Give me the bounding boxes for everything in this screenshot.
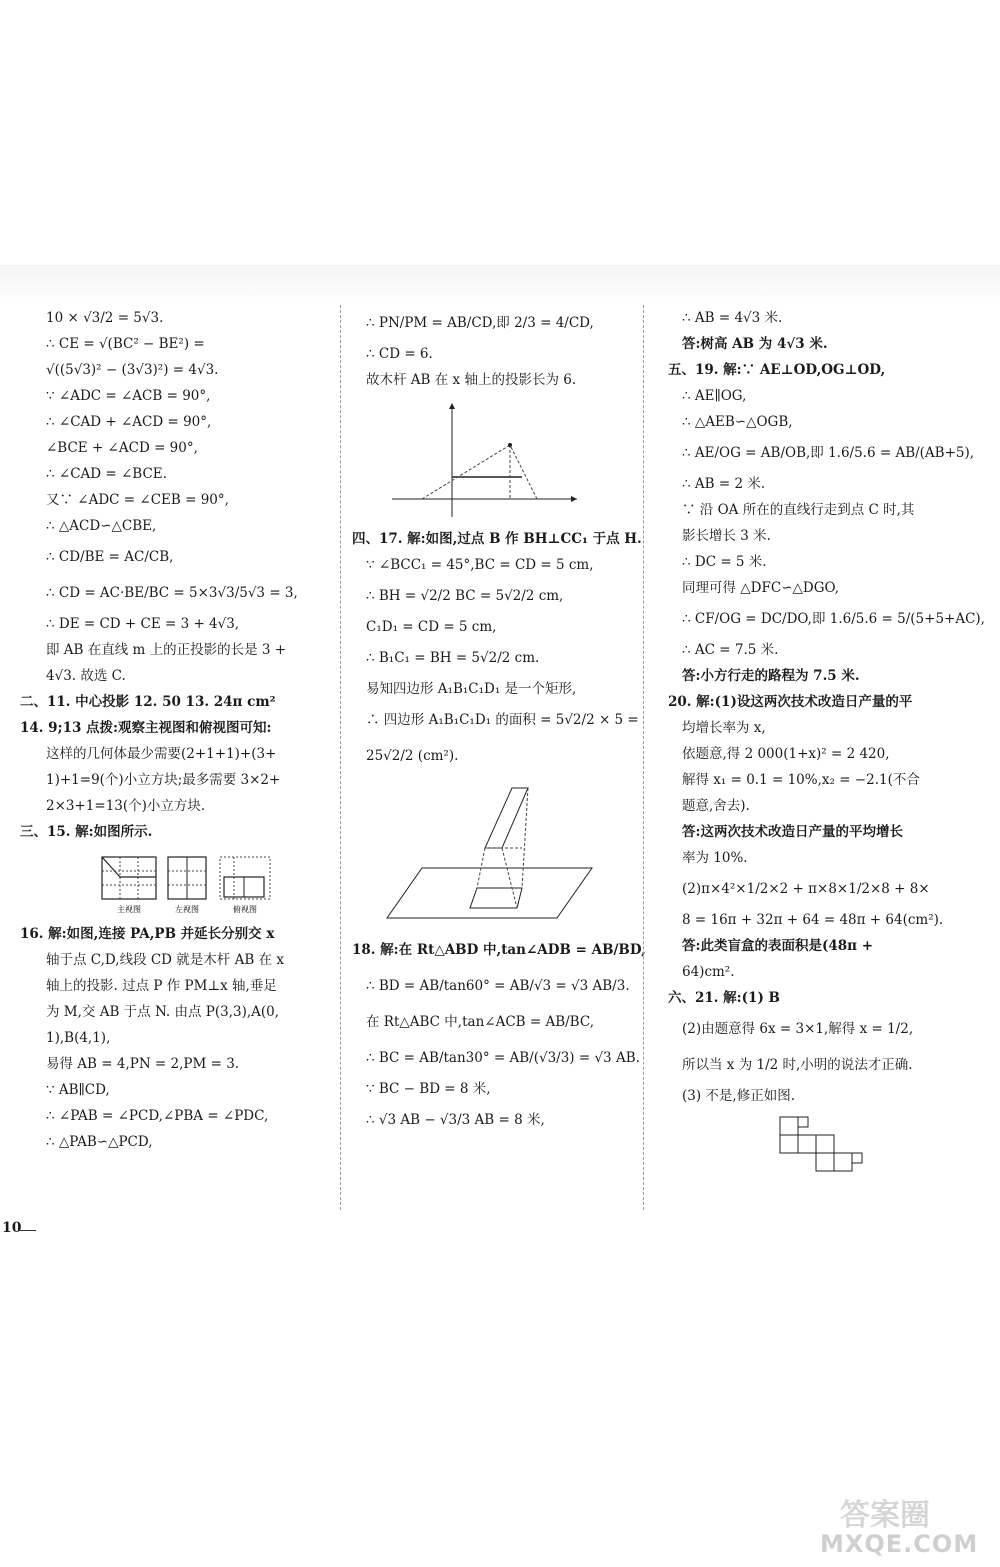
text-line: 1),B(4,1), — [46, 1030, 111, 1046]
column-divider — [643, 305, 644, 1210]
text-line: 易知四边形 A₁B₁C₁D₁ 是一个矩形, — [366, 681, 577, 697]
text-line: 五、19. 解:∵ AE⊥OD,OG⊥OD, — [668, 362, 886, 378]
text-line: ∴ AC = 7.5 米. — [682, 642, 779, 658]
column-1 — [20, 305, 325, 1155]
text-line: ∴ AB = 4√3 米. — [682, 310, 783, 326]
text-line: 三、15. 解:如图所示. — [20, 824, 153, 840]
text-line: ∴ CD/BE = AC/CB, — [46, 549, 174, 565]
text-line: 答:这两次技术改造日产量的平均增长 — [682, 824, 903, 840]
text-line: √((5√3)² − (3√3)²) = 4√3. — [46, 362, 219, 378]
column-divider — [340, 305, 341, 1210]
text-line: 轴于点 C,D,线段 CD 就是木杆 AB 在 x — [46, 952, 284, 968]
text-line: ∴ AE∥OG, — [682, 388, 747, 404]
text-line: (2)π×4²×1/2×2 + π×8×1/2×8 + 8× — [682, 881, 930, 897]
text-line: 答:小方行走的路程为 7.5 米. — [682, 668, 860, 684]
page-number-rule — [18, 1230, 36, 1231]
text-line: ∴ BD = AB/tan60° = AB/√3 = √3 AB/3. — [366, 978, 630, 994]
text-line: 率为 10%. — [682, 850, 748, 866]
text-line: ∴ CE = √(BC² − BE²) = — [46, 336, 205, 352]
left-view-grid — [168, 857, 206, 899]
text-line: 四、17. 解:如图,过点 B 作 BH⊥CC₁ 于点 H. — [352, 531, 642, 547]
text-line: ∵ ∠ADC = ∠ACB = 90°, — [46, 388, 211, 404]
text-line: ∴ CD = AC·BE/BC = 5×3√3/5√3 = 3, — [46, 585, 298, 601]
coordinate-figure — [352, 397, 627, 522]
text-line: 2×3+1=13(个)小立方块. — [46, 798, 206, 814]
text-line: 8 = 16π + 32π + 64 = 48π + 64(cm²). — [682, 912, 944, 928]
text-line: C₁D₁ = CD = 5 cm, — [366, 619, 497, 635]
text-line: ∴ CF/OG = DC/DO,即 1.6/5.6 = 5/(5+5+AC), — [682, 611, 985, 627]
text-line: ∵ AB∥CD, — [46, 1082, 110, 1098]
text-line: ∴ ∠CAD = ∠BCE. — [46, 466, 167, 482]
text-line: 均增长率为 x, — [682, 720, 766, 736]
text-line: ∴ △PAB∽△PCD, — [46, 1134, 153, 1150]
text-line: 所以当 x 为 1/2 时,小明的说法才正确. — [682, 1057, 913, 1073]
text-line: ∴ AB = 2 米. — [682, 476, 766, 492]
text-line: ∴ CD = 6. — [366, 346, 433, 362]
text-line: 答:此类盲盒的表面积是(48π + — [682, 938, 874, 954]
three-views-figure — [20, 849, 320, 917]
text-line: 这样的几何体最少需要(2+1+1)+(3+ — [46, 746, 277, 762]
text-line: ∴ △AEB∽△OGB, — [682, 414, 793, 430]
text-line: ∴ AE/OG = AB/OB,即 1.6/5.6 = AB/(AB+5), — [682, 445, 975, 461]
text-line: 即 AB 在直线 m 上的正投影的长是 3 + — [46, 642, 287, 658]
top-view-grid — [220, 857, 270, 899]
text-line: 二、11. 中心投影 12. 50 13. 24π cm² — [20, 694, 276, 710]
text-line: ∴ ∠CAD + ∠ACD = 90°, — [46, 414, 212, 430]
text-line: 64)cm². — [682, 964, 735, 980]
watermark-logo: 答案圈 — [840, 1498, 930, 1533]
text-line: (2)由题意得 6x = 3×1,解得 x = 1/2, — [682, 1021, 914, 1037]
text-line: ∠BCE + ∠ACD = 90°, — [46, 440, 198, 456]
text-line: 题意,舍去). — [682, 798, 750, 814]
text-line: 影长增长 3 米. — [682, 528, 771, 544]
text-line: 易得 AB = 4,PN = 2,PM = 3. — [46, 1056, 240, 1072]
text-line: ∴ DC = 5 米. — [682, 554, 767, 570]
scan-band — [0, 265, 1000, 305]
text-line: ∴ √3 AB − √3/3 AB = 8 米, — [366, 1112, 545, 1128]
text-line: 依题意,得 2 000(1+x)² = 2 420, — [682, 746, 890, 762]
text-line: 10 × √3/2 = 5√3. — [46, 310, 164, 326]
text-line: 25√2/2 (cm²). — [366, 748, 459, 764]
text-line: 14. 9;13 点拨:观察主视图和俯视图可知: — [20, 720, 272, 736]
text-line: 答:树高 AB 为 4√3 米. — [682, 336, 828, 352]
view-label: 主视图 — [117, 905, 141, 914]
text-line: 又∵ ∠ADC = ∠CEB = 90°, — [46, 492, 229, 508]
text-line: 故木杆 AB 在 x 轴上的投影长为 6. — [366, 372, 577, 388]
text-line: 16. 解:如图,连接 PA,PB 并延长分别交 x — [20, 926, 275, 942]
text-line: ∴ ∠PAB = ∠PCD,∠PBA = ∠PDC, — [46, 1108, 269, 1124]
text-line: 20. 解:(1)设这两次技术改造日产量的平 — [668, 694, 913, 710]
text-line: 为 M,交 AB 于点 N. 由点 P(3,3),A(0, — [46, 1004, 280, 1020]
text-line: 轴上的投影. 过点 P 作 PM⊥x 轴,垂足 — [46, 978, 277, 994]
column-2 — [352, 305, 646, 1138]
text-line: 1)+1=9(个)小立方块;最多需要 3×2+ — [46, 772, 281, 788]
text-line: ∵ 沿 OA 所在的直线行走到点 C 时,其 — [682, 502, 915, 518]
page-number: 10 — [2, 1220, 22, 1236]
column-3 — [668, 305, 985, 1187]
text-line: ∵ ∠BCC₁ = 45°,BC = CD = 5 cm, — [366, 557, 594, 573]
text-line: ∴ BC = AB/tan30° = AB/(√3/3) = √3 AB. — [366, 1050, 640, 1066]
view-label: 左视图 — [175, 905, 199, 914]
text-line: ∴ △ACD∽△CBE, — [46, 518, 157, 534]
net-figure — [668, 1113, 968, 1183]
text-line: 六、21. 解:(1) B — [668, 990, 780, 1006]
text-line: (3) 不是,修正如图. — [682, 1088, 795, 1104]
text-line: 18. 解:在 Rt△ABD 中,tan∠ADB = AB/BD, — [352, 942, 646, 958]
view-label: 俯视图 — [233, 905, 257, 914]
front-view-grid — [102, 857, 156, 899]
text-line: ∴ B₁C₁ = BH = 5√2/2 cm. — [366, 650, 540, 666]
text-line: ∴ BH = √2/2 BC = 5√2/2 cm, — [366, 588, 564, 604]
watermark-site: MXQE.COM — [820, 1530, 979, 1558]
text-line: ∴ DE = CD + CE = 3 + 4√3, — [46, 616, 240, 632]
text-line: 4√3. 故选 C. — [46, 668, 126, 684]
text-line: 解得 x₁ = 0.1 = 10%,x₂ = −2.1(不合 — [682, 772, 920, 788]
watermark — [800, 1490, 990, 1560]
text-line: ∵ BC − BD = 8 米, — [366, 1081, 491, 1097]
text-line: 同理可得 △DFC∽△DGO, — [682, 580, 840, 596]
text-line: ∴ 四边形 A₁B₁C₁D₁ 的面积 = 5√2/2 × 5 = — [366, 712, 639, 728]
text-line: ∴ PN/PM = AB/CD,即 2/3 = 4/CD, — [366, 315, 594, 331]
text-line: 在 Rt△ABC 中,tan∠ACB = AB/BC, — [366, 1014, 594, 1030]
parallelogram-projection-figure — [352, 778, 627, 928]
